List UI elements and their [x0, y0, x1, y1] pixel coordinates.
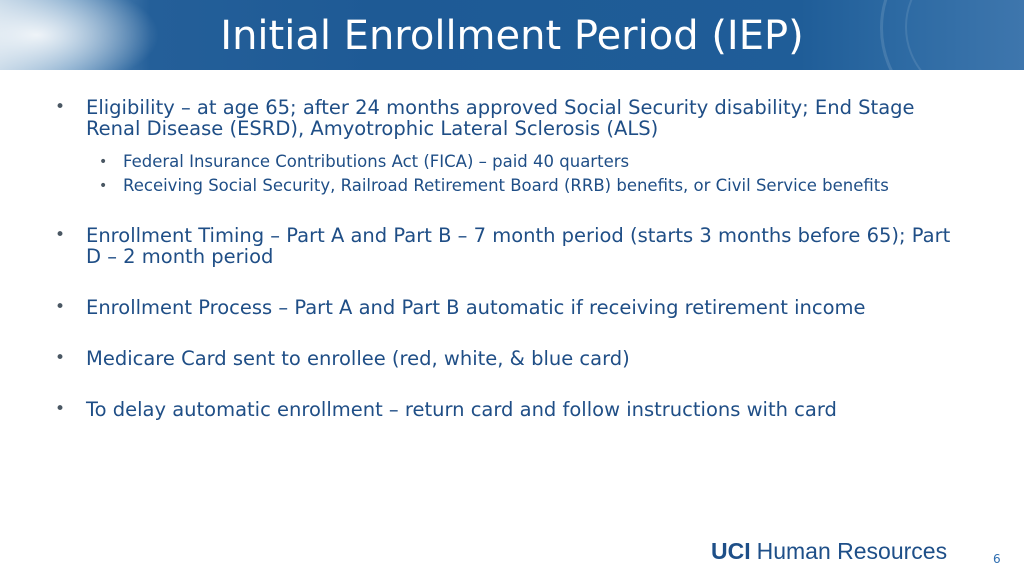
- bullet-list: [55, 97, 955, 450]
- sub-bullet-benefits: • Receiving Social Security, Railroad Retirement Board (RRB) benefits, or Civil Service benefits: [55, 177, 955, 195]
- bullet-eligibility: • Eligibility – at age 65; after 24 months approved Social Security disability; End Stage Renal Disease (ESRD), Amyotrophic Lateral Sclerosis (ALS): [55, 97, 955, 139]
- title-banner: [0, 0, 1024, 70]
- logo-uci: UCI: [711, 538, 751, 564]
- bullet-enrollment-timing: • Enrollment Timing – Part A and Part B – 7 month period (starts 3 months before 65); Part D – 2 month period: [55, 225, 955, 267]
- bullet-enrollment-process: • Enrollment Process – Part A and Part B automatic if receiving retirement income: [55, 297, 955, 318]
- slide-title: Initial Enrollment Period (IEP): [220, 13, 804, 59]
- bullet-delay-enrollment: • To delay automatic enrollment – return card and follow instructions with card: [55, 399, 955, 420]
- bullet-medicare-card: • Medicare Card sent to enrollee (red, white, & blue card): [55, 348, 955, 369]
- sub-bullet-fica: • Federal Insurance Contributions Act (FICA) – paid 40 quarters: [55, 153, 955, 171]
- uci-hr-logo: [711, 538, 947, 564]
- page-number: 6: [993, 552, 1001, 566]
- logo-human-resources: Human Resources: [756, 538, 948, 564]
